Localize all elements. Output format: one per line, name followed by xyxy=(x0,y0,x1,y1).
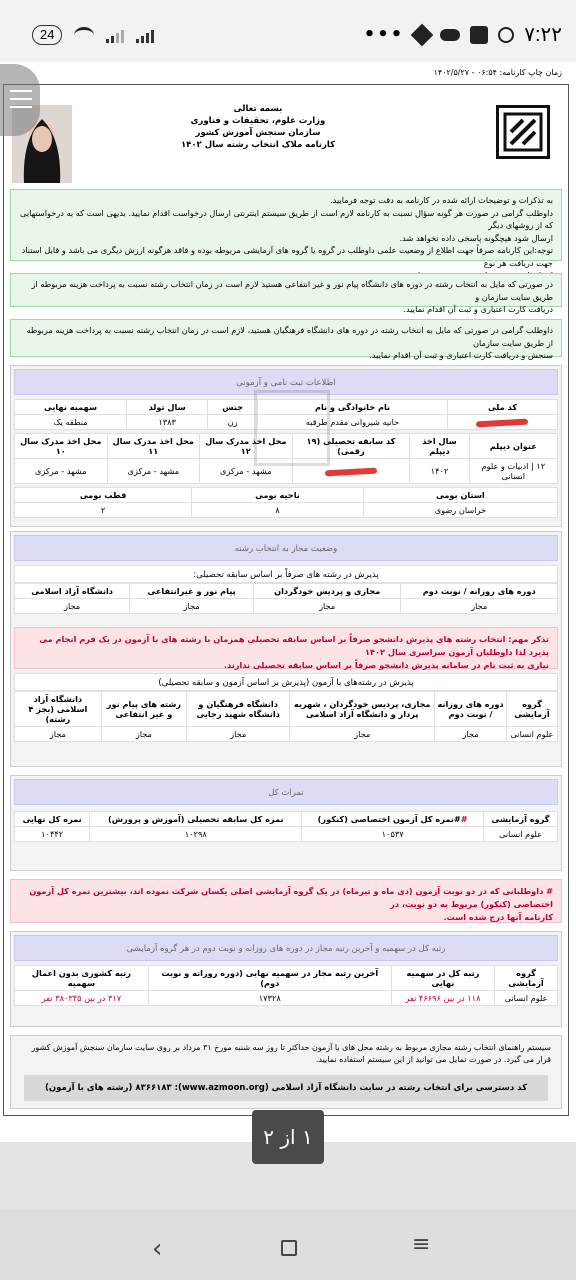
education-score-cell: ۱۰۲۹۸ xyxy=(90,827,302,842)
header-line-4: کارنامه ملاک انتخاب رشته سال ۱۴۰۲ xyxy=(180,140,336,150)
status-right-group xyxy=(364,22,562,47)
navigation-bar xyxy=(0,1210,576,1280)
hamburger-menu-icon[interactable] xyxy=(0,64,40,136)
battery-icon: 24 xyxy=(32,25,62,45)
wifi-icon xyxy=(74,27,94,44)
eligibility-sub-1: پذیرش در رشته های صرفاً بر اساس سابقه تحصیلی: xyxy=(14,565,558,583)
col-header: جنس xyxy=(208,400,258,415)
col-header: گروه آزمایشی xyxy=(495,966,558,991)
rank-section-title: رتبه کل در سهمیه و آخرین رتبه مجاز در دوره های روزانه و نوبت دوم در هر گروه آزمایشی xyxy=(14,935,558,961)
status-left-group xyxy=(32,25,154,45)
col-header: کد ملی xyxy=(447,400,557,415)
redaction-mark xyxy=(476,418,528,427)
konkur-score-cell: ۱۰۵۳۷ xyxy=(302,827,484,842)
payam-line-2: دریافت کارت اعتباری و ثبت آن اقدام نمایید. xyxy=(403,304,553,314)
alarm-icon xyxy=(498,27,514,43)
header-line-3: سازمان سنجش آموزش کشور xyxy=(195,128,321,138)
signal-icon-2 xyxy=(136,27,154,43)
report-header xyxy=(4,99,568,179)
status-cell: مجاز xyxy=(290,727,435,742)
status-cell: مجاز xyxy=(435,727,507,742)
col-header: دانشگاه فرهنگیان و دانشگاه شهید رجایی xyxy=(187,692,290,727)
col-header: سال اخذ دیپلم xyxy=(410,434,469,459)
status-cell: مجاز xyxy=(15,727,102,742)
col-header: نمره کل نهایی xyxy=(15,812,90,827)
more-icon: ••• xyxy=(363,24,405,45)
col-header: ناحیه بومی xyxy=(192,488,364,503)
warning-line-1: تذکر مهم: انتخاب رشته های پذیرش دانشجو صرفاً بر اساس سابقه تحصیلی همزمان با رشته های با آزمون در یک فرم انجام می پذیرد لذا داوطلبان آزمون سراسری سال ۱۴۰۲ xyxy=(39,634,549,657)
payam-noor-notice xyxy=(10,273,562,314)
national-rank-cell: ۳۱۷ در بین ۳۸۰۳۴۵ نفر xyxy=(15,991,149,1006)
quota-cell: منطقه یک xyxy=(15,415,127,430)
app-icon xyxy=(411,23,434,46)
eligibility-table-1 xyxy=(14,583,558,614)
exam-group-cell: علوم انسانی xyxy=(484,827,558,842)
col-header: سال تولد xyxy=(127,400,208,415)
status-cell: مجاز xyxy=(101,727,186,742)
status-cell: مجاز xyxy=(401,599,558,614)
col-header: محل اخذ مدرک سال ۱۱ xyxy=(107,434,200,459)
quota-rank-cell: ۱۱۸ در بین ۴۶۶۹۶ نفر xyxy=(391,991,494,1006)
hash-note-line-2: کارنامه آنها درج شده است. xyxy=(443,912,553,922)
sanjesh-logo-icon xyxy=(496,105,550,159)
full-name-cell: حانیه شیروانی مقدم طرقبه xyxy=(258,415,448,430)
place-year-11-cell: مشهد - مرکزی xyxy=(107,459,200,484)
farhangian-notice xyxy=(10,319,562,360)
birth-year-cell: ۱۳۸۳ xyxy=(127,415,208,430)
scores-section-title: نمرات کل xyxy=(14,779,558,805)
status-cell: مجاز xyxy=(253,599,400,614)
native-district-cell: ۸ xyxy=(192,503,364,518)
warning-line-2: نیازی به ثبت نام در سامانه پذیرش دانشجو صرفاً بر اساس سابقه تحصیلی ندارند. xyxy=(223,660,549,670)
col-header: محل اخذ مدرک سال ۱۰ xyxy=(15,434,108,459)
watermark-logo-icon xyxy=(254,390,330,466)
signal-icon-1 xyxy=(106,27,124,43)
native-pole-cell: ۲ xyxy=(15,503,192,518)
col-header: پیام نور و غیرانتفاعی xyxy=(130,584,254,599)
eligibility-section-title: وضعیت مجاز به انتخاب رشته xyxy=(14,535,558,561)
important-warning xyxy=(14,627,558,669)
col-header xyxy=(302,812,484,827)
header-text xyxy=(168,103,348,151)
col-header: نام خانوادگی و نام xyxy=(258,400,448,415)
col-header: گروه آزمایشی xyxy=(506,692,557,727)
redaction-mark xyxy=(325,467,377,476)
col-header: قطب بومی xyxy=(15,488,192,503)
square-icon xyxy=(470,26,488,44)
status-bar xyxy=(0,0,576,70)
native-province-cell: خراسان رضوی xyxy=(363,503,557,518)
eligibility-table-2 xyxy=(14,691,558,742)
registration-section-title: اطلاعات ثبت نامی و آزمونی xyxy=(14,369,558,395)
farhangian-line-2: سنجش و دریافت کارت اعتباری و ثبت آن اقدام نمایید. xyxy=(369,350,553,360)
col-header: مجازی و پردیس خودگردان xyxy=(253,584,400,599)
intro-line-1: به تذکرات و توضیحات ارائه شده در کارنامه به دقت توجه فرمایید. xyxy=(330,195,553,205)
national-id-cell xyxy=(447,415,557,430)
intro-line-4: توجه:این کارنامه صرفاً جهت اطلاع از وضعیت علمی داوطلب در گروه یا گروه های آزمایشی مربوطه بوده و فاقد هرگونه ارزش دیگری می باشد و قابل استناد جهت دریافت هر نوع xyxy=(21,245,553,268)
col-header: استان بومی xyxy=(363,488,557,503)
exam-group-cell: علوم انسانی xyxy=(495,991,558,1006)
col-header: مجازی، پردیس خودگردان ، شهریه پرداز و دانشگاه آزاد اسلامی xyxy=(290,692,435,727)
intro-notice xyxy=(10,189,562,268)
final-note-text: سیستم راهنمای انتخاب رشته مجازی مربوط به رشته محل های با آزمون حداکثر تا روز سه شنبه مورخ ۳۱ مرداد بر روی سایت سازمان سنجش آموزش کشور قرار می گیرد. در صورت تمایل می توانید از این سیستم استفاده نمایید. xyxy=(31,1043,551,1064)
col-header: سهمیه نهایی xyxy=(15,400,127,415)
scores-table xyxy=(14,811,558,842)
col-header: عنوان دیپلم xyxy=(469,434,557,459)
col-header: دانشگاه آزاد اسلامی (بجز ۴ رشته) xyxy=(15,692,102,727)
back-icon[interactable]: ‹ xyxy=(152,1234,163,1264)
col-header: کد سابقه تحصیلی (۱۹ رقمی) xyxy=(292,434,410,459)
clock: ۷:۲۲ xyxy=(524,24,562,46)
status-cell: مجاز xyxy=(15,599,130,614)
col-header: رتبه کشوری بدون اعمال سهمیه xyxy=(15,966,149,991)
registration-table-3 xyxy=(14,487,558,518)
cloud-icon xyxy=(440,29,460,41)
exam-group-cell: علوم انسانی xyxy=(506,727,557,742)
home-icon[interactable] xyxy=(281,1240,297,1256)
hash-note-line-1: # داوطلبانی که در دو نوبت آزمون (دی ماه و تیرماه) در یک گروه آزمایشی اصلی یکسان شرکت نموده اند، بیشترین نمره کل آزمون اختصاصی (کنکور) مربوط به دو نوبت، در xyxy=(29,886,553,909)
status-cell: مجاز xyxy=(130,599,254,614)
rank-table xyxy=(14,965,558,1006)
report-card xyxy=(3,84,569,1116)
header-text: #نمره کل آزمون اختصاصی (کنکور) xyxy=(317,814,461,824)
diploma-year-cell: ۱۴۰۲ xyxy=(410,459,469,484)
col-header: رتبه کل در سهمیه نهایی xyxy=(391,966,494,991)
col-header: دانشگاه آزاد اسلامی xyxy=(15,584,130,599)
last-allowed-rank-cell: ۱۷۳۲۸ xyxy=(148,991,391,1006)
hash-note xyxy=(10,879,562,923)
col-header: نمره کل سابقه تحصیلی (آموزش و پرورش) xyxy=(90,812,302,827)
final-score-cell: ۱۰۴۴۲ xyxy=(15,827,90,842)
col-header: آخرین رتبه مجاز در سهمیه نهایی (دوره روزانه و نوبت دوم) xyxy=(148,966,391,991)
col-header: رشته های پیام نور و غیر انتفاعی xyxy=(101,692,186,727)
status-cell: مجاز xyxy=(187,727,290,742)
intro-line-3: ارسال شود هیچگونه پاسخی داده نخواهد شد. xyxy=(399,232,553,243)
page-indicator: ۱ از ۲ xyxy=(252,1110,324,1164)
col-header: دوره های روزانه / نوبت دوم xyxy=(401,584,558,599)
col-header: محل اخذ مدرک سال ۱۲ xyxy=(200,434,293,459)
place-year-12-cell: مشهد - مرکزی xyxy=(200,459,293,484)
print-time: زمان چاپ کارنامه: ۰۶:۵۴ - ۱۴۰۲/۵/۲۷ xyxy=(433,68,562,77)
pdf-page[interactable] xyxy=(0,62,576,1142)
azad-access-code-bar: کد دسترسی برای انتخاب رشته در سایت دانشگاه آزاد اسلامی (www.azmoon.org): ۸۳۶۶۱۸۳ (رشته های با آزمون) xyxy=(24,1075,548,1101)
col-header: گروه آزمایشی xyxy=(484,812,558,827)
intro-line-2: داوطلب گرامی در صورت هر گونه سؤال نسبت به کارنامه لازم است از طریق سیستم اینترنتی ارسال درخواست اقدام نمایید. بدیهی است که به درخواستهایی که از روشهای دیگر xyxy=(20,207,553,230)
eligibility-sub-2: پذیرش در رشته‌های با آزمون (پذیرش بر اساس آزمون و سابقه تحصیلی) xyxy=(14,673,558,691)
diploma-title-cell: ۱۲ | ادبیات و علوم انسانی xyxy=(469,459,557,484)
hash-mark: # xyxy=(460,814,468,824)
place-year-10-cell: مشهد - مرکزی xyxy=(15,459,108,484)
header-line-2: وزارت علوم، تحقیقات و فناوری xyxy=(190,116,326,126)
payam-line-1: در صورتی که مایل به انتخاب رشته در دوره های دانشگاه پیام نور و غیر انتفاعی هستید لازم است در زمان انتخاب رشته نسبت به پرداخت هزینه مربوطه از طریق سایت سازمان و xyxy=(31,279,553,302)
gender-cell: زن xyxy=(208,415,258,430)
recents-icon[interactable]: ≡ xyxy=(412,1232,431,1257)
farhangian-line-1: داوطلب گرامی در صورتی که مایل به انتخاب رشته در دوره های دانشگاه فرهنگیان هستید، لازم است در زمان انتخاب رشته نسبت به پرداخت هزینه مربوطه از طریق سایت سازمان xyxy=(26,325,553,348)
col-header: دوره های روزانه / نوبت دوم xyxy=(435,692,507,727)
header-line-1: بسمه تعالی xyxy=(233,104,283,114)
